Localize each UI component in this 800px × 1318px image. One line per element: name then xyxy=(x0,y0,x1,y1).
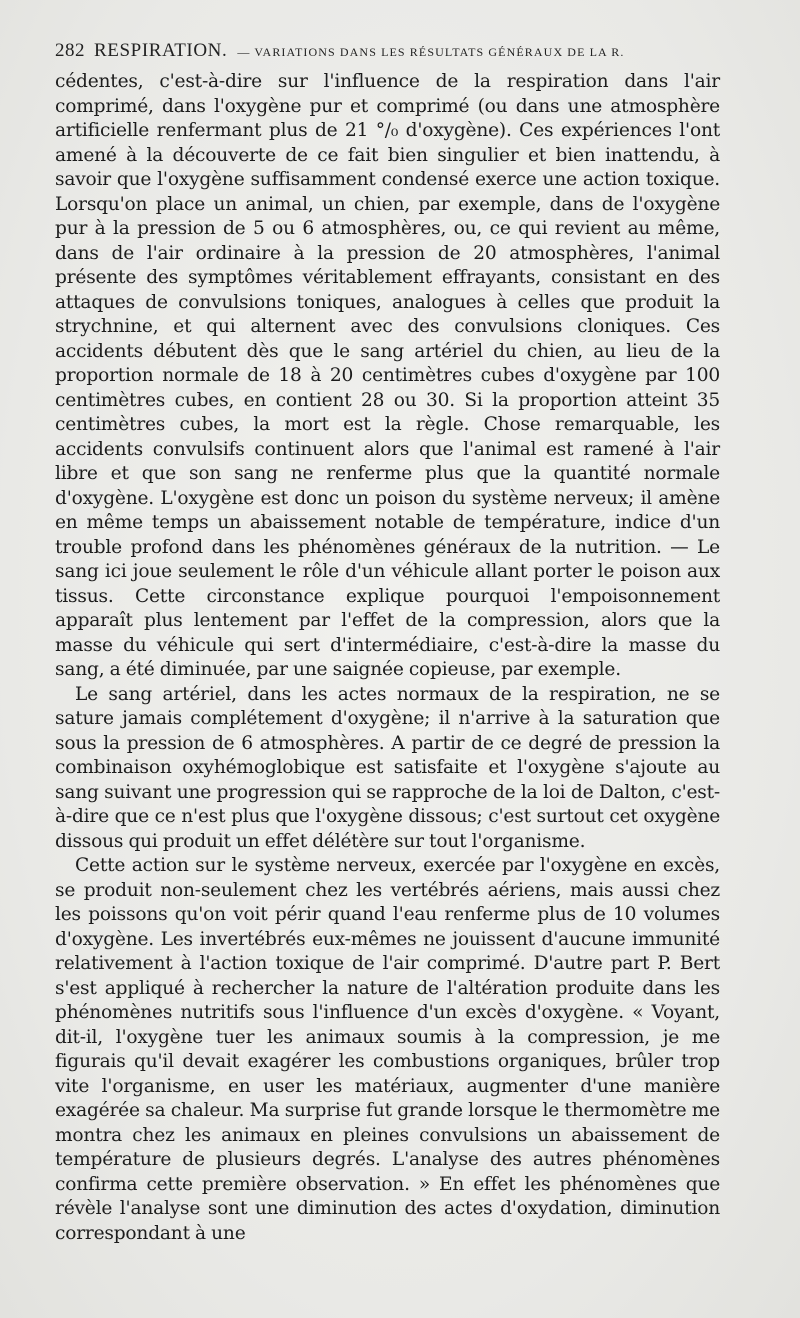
paragraph: Le sang artériel, dans les actes normaux de la respiration, ne se sature jamais complétement d'oxygène; il n'arrive à la saturation que sous la pression de 6 atmosphères. A partir de ce degré de pression la combinaison oxyhémoglobique est satisfaite et l'oxygène s'ajoute au sang suivant une progression qui se rapproche de la loi de Dalton, c'est-à-dire que ce n'est plus que l'oxygène dissous; c'est surtout cet oxygène dissous qui produit un effet délétère sur tout l'organisme. xyxy=(55,683,720,852)
body-text xyxy=(55,70,720,1246)
running-head xyxy=(55,40,755,62)
page-number: 282 xyxy=(55,40,85,61)
paragraph: Cette action sur le système nerveux, exercée par l'oxygène en excès, se produit non-seulement chez les vertébrés aériens, mais aussi chez les poissons qu'on voit périr quand l'eau renferme plus de 10 volumes d'oxygène. Les invertébrés eux-mêmes ne jouissent d'aucune immunité relativement à l'action toxique de l'air comprimé. D'autre part P. Bert s'est appliqué à rechercher la nature de l'altération produite dans les phénomènes nutritifs sous l'influence d'un excès d'oxygène. « Voyant, dit-il, l'oxygène tuer les animaux soumis à la compression, je me figurais qu'il devait exagérer les combustions organiques, brûler trop vite l'organisme, en user les matériaux, augmenter d'une manière exagérée sa chaleur. Ma surprise fut grande lorsque le thermomètre me montra chez les animaux en pleines convulsions un abaissement de température de plusieurs degrés. L'analyse des autres phénomènes confirma cette première observation. » En effet les phénomènes que révèle l'analyse sont une diminution des actes d'oxydation, diminution correspondant à une xyxy=(55,855,720,1244)
running-head-title: RESPIRATION. xyxy=(94,40,228,61)
paragraph-continued: cédentes, c'est-à-dire sur l'influence de la respiration dans l'air comprimé, dans l'oxygène pur et comprimé (ou dans une atmosphère artificielle renfermant plus de 21 °/₀ d'oxygène). Ces expériences l'ont amené à la découverte de ce fait bien singulier et bien inattendu, à savoir que l'oxygène suffisamment condensé exerce une action toxique. Lorsqu'on place un animal, un chien, par exemple, dans de l'oxygène pur à la pression de 5 ou 6 atmosphères, ou, ce qui revient au même, dans de l'air ordinaire à la pression de 20 atmosphères, l'animal présente des symptômes véritablement effrayants, consistant en des attaques de convulsions toniques, analogues à celles que produit la strychnine, et qui alternent avec des convulsions cloniques. Ces accidents débutent dès que le sang artériel du chien, au lieu de la proportion normale de 18 à 20 centimètres cubes d'oxygène par 100 centimètres cubes, en contient 28 ou 30. Si la proportion atteint 35 centimètres cubes, la mort est la règle. Chose remarquable, les accidents convulsifs continuent alors que l'animal est ramené à l'air libre et que son sang ne renferme plus que la quantité normale d'oxygène. L'oxygène est donc un poison du système nerveux; il amène en même temps un abaissement notable de température, indice d'un trouble profond dans les phénomènes généraux de la nutrition. — Le sang ici joue seulement le rôle d'un véhicule allant porter le poison aux tissus. Cette circonstance explique pourquoi l'empoisonnement apparaît plus lentement par l'effet de la compression, alors que la masse du véhicule qui sert d'intermédiaire, c'est-à-dire la masse du sang, a été diminuée, par une saignée copieuse, par exemple. xyxy=(55,71,720,680)
running-head-subtitle: — VARIATIONS DANS LES RÉSULTATS GÉNÉRAUX DE LA R. xyxy=(237,45,625,59)
